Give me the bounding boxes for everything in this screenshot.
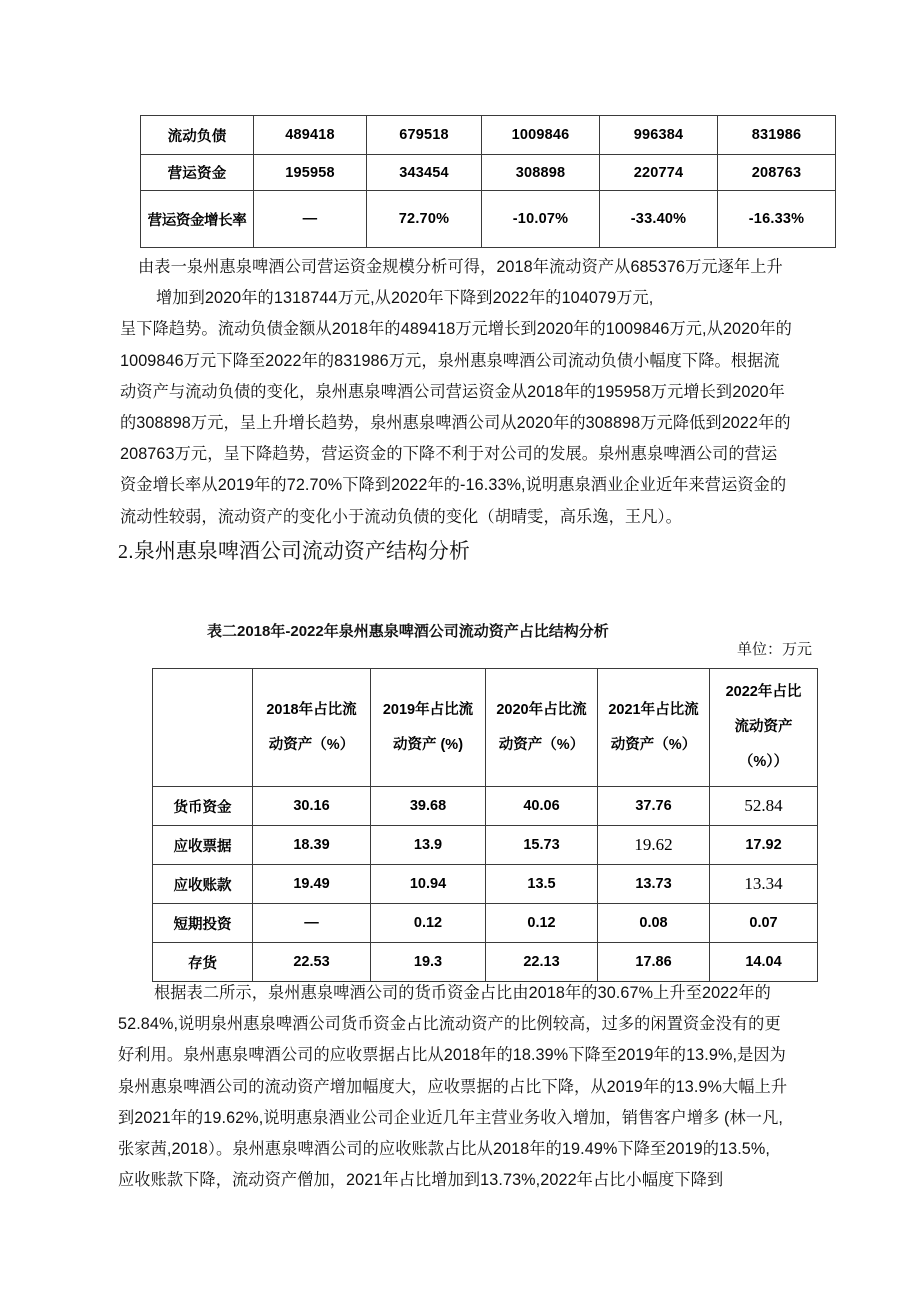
table2-row1-cell4: 17.92 <box>710 826 818 865</box>
table2-row3-cell3: 0.08 <box>598 904 710 943</box>
heading-number: 2 <box>118 541 128 563</box>
paragraph2-line-1: 52.84%,说明泉州惠泉啤酒公司货币资金占比流动资产的比例较高，过多的闲置资金没有的更 <box>118 1015 781 1034</box>
table2-header-col5-line1: 流动资产 <box>734 719 793 735</box>
table1-body <box>141 116 836 248</box>
table2-header-col1 <box>253 669 371 787</box>
paragraph1-line-2: 呈下降趋势。流动负债金额从2018年的489418万元增长到2020年的1009846万元,从2020年的 <box>120 320 792 339</box>
table1-row1-cell0: 195958 <box>254 155 367 191</box>
table-row <box>141 116 836 155</box>
table2-row3-cell1: 0.12 <box>371 904 486 943</box>
table2-row4-cell3: 17.86 <box>598 943 710 982</box>
table-row <box>153 826 818 865</box>
paragraph1-line-5: 的308898万元，呈上升增长趋势，泉州惠泉啤酒公司从2020年的308898万元降低到2022年的 <box>120 414 791 433</box>
table2-header-col2-line0: 2019年占比流 <box>382 701 474 718</box>
table2-row2-label: 应收账款 <box>153 865 253 904</box>
table-row <box>141 191 836 248</box>
table2-row2-cell1: 10.94 <box>371 865 486 904</box>
table1-row2-cell4: -16.33% <box>718 191 836 248</box>
table2-header-col3 <box>486 669 598 787</box>
table-row <box>153 943 818 982</box>
paragraph2-line-5: 张家茜,2018）。泉州惠泉啤酒公司的应收账款占比从2018年的19.49%下降至2019的13.5%, <box>118 1140 770 1159</box>
table-row <box>153 865 818 904</box>
table-row <box>153 904 818 943</box>
table1-row1-cell4: 208763 <box>718 155 836 191</box>
paragraph2-line-3: 泉州惠泉啤酒公司的流动资产增加幅度大，应收票据的占比下降，从2019年的13.9%大幅上升 <box>118 1077 788 1096</box>
table2-header-col2 <box>371 669 486 787</box>
paragraph1-line-3: 1009846万元下降至2022年的831986万元，泉州惠泉啤酒公司流动负债小幅度下降。根据流 <box>120 351 780 370</box>
paragraph1-line-0: 由表一泉州惠泉啤酒公司营运资金规模分析可得，2018年流动资产从685376万元逐年上升 <box>138 258 783 276</box>
table2-row4-cell4: 14.04 <box>710 943 818 982</box>
table2-body <box>153 669 818 982</box>
table2-row3-cell4: 0.07 <box>710 904 818 943</box>
table2-row2-cell4: 13.34 <box>710 865 818 904</box>
table1-row0-cell4: 831986 <box>718 116 836 155</box>
table2-header-col1-line1: 动资产（%） <box>268 736 355 753</box>
table2-header-col0 <box>153 669 253 787</box>
table1-row1-cell2: 308898 <box>482 155 600 191</box>
table2-header-col4-line0: 2021年占比流 <box>608 701 699 718</box>
table2-header-col4 <box>598 669 710 787</box>
table2 <box>152 668 818 982</box>
table2-row0-cell0: 30.16 <box>253 787 371 826</box>
paragraph1-line-1: 增加到2020年的1318744万元,从2020年下降到2022年的104079万元, <box>156 289 654 308</box>
table1-row0-cell2: 1009846 <box>482 116 600 155</box>
table2-row4-cell0: 22.53 <box>253 943 371 982</box>
table2-row3-label: 短期投资 <box>153 904 253 943</box>
table2-row0-cell4: 52.84 <box>710 787 818 826</box>
table2-row0-label: 货币资金 <box>153 787 253 826</box>
table1-row1-cell3: 220774 <box>600 155 718 191</box>
table2-header-col5-line0: 2022年占比 <box>725 684 802 700</box>
table-row <box>141 155 836 191</box>
page-title <box>118 535 470 565</box>
paragraph2-line-0: 根据表二所示，泉州惠泉啤酒公司的货币资金占比由2018年的30.67%上升至2022年的 <box>154 984 771 1002</box>
table2-row0-cell2: 40.06 <box>486 787 598 826</box>
table2-header-col1-line0: 2018年占比流 <box>266 701 357 718</box>
paragraph2-line-2: 好利用。泉州惠泉啤酒公司的应收票据占比从2018年的18.39%下降至2019年的13.9%,是因为 <box>118 1046 786 1065</box>
table2-row2-cell3: 13.73 <box>598 865 710 904</box>
table2-row1-cell0: 18.39 <box>253 826 371 865</box>
paragraph1-line-4: 动资产与流动负债的变化，泉州惠泉啤酒公司营运资金从2018年的195958万元增长到2020年 <box>120 382 785 401</box>
paragraph1-line-7: 资金增长率从2019年的72.70%下降到2022年的-16.33%,说明惠泉酒业企业近年来营运资金的 <box>120 476 787 495</box>
table2-row3-cell2: 0.12 <box>486 904 598 943</box>
table1-row1-label: 营运资金 <box>141 155 254 191</box>
table2-row4-label: 存货 <box>153 943 253 982</box>
table2-header-col4-line1: 动资产（%） <box>610 736 697 753</box>
table2-row4-cell2: 22.13 <box>486 943 598 982</box>
table1-row2-cell3: -33.40% <box>600 191 718 248</box>
table2-row2-cell2: 13.5 <box>486 865 598 904</box>
table1-row2-label: 营运资金增长率 <box>141 191 254 248</box>
table2-row1-label: 应收票据 <box>153 826 253 865</box>
table2-row4-cell1: 19.3 <box>371 943 486 982</box>
paragraph-working-capital-analysis <box>120 252 820 533</box>
heading-text: .泉州惠泉啤酒公司流动资产结构分析 <box>128 540 470 563</box>
table2-row0-cell3: 37.76 <box>598 787 710 826</box>
table1 <box>140 115 836 248</box>
table2-header-col5-line2: （%）） <box>738 754 789 770</box>
table-row <box>153 787 818 826</box>
paragraph1-line-8: 流动性较弱，流动资产的变化小于流动负债的变化（胡晴雯，高乐逸，王凡）。 <box>120 507 682 526</box>
table-current-liabilities-working-capital <box>140 115 805 248</box>
table2-header-row <box>153 669 818 787</box>
table2-header-col5 <box>710 669 818 787</box>
table2-row1-cell3: 19.62 <box>598 826 710 865</box>
table2-caption: 表二2018年-2022年泉州惠泉啤酒公司流动资产占比结构分析 <box>207 623 609 640</box>
paragraph-asset-structure-analysis <box>118 978 824 1196</box>
table2-header-col3-line0: 2020年占比流 <box>496 701 587 718</box>
paragraph2-line-6: 应收账款下降，流动资产僧加，2021年占比增加到13.73%,2022年占比小幅度下降到 <box>118 1171 724 1190</box>
table2-header-col2-line1: 动资产 (%) <box>392 736 464 753</box>
table1-row0-cell3: 996384 <box>600 116 718 155</box>
table1-row2-cell0: — <box>254 191 367 248</box>
table1-row0-cell1: 679518 <box>367 116 482 155</box>
table1-row0-cell0: 489418 <box>254 116 367 155</box>
table2-row3-cell0: — <box>253 904 371 943</box>
table1-row0-label: 流动负债 <box>141 116 254 155</box>
paragraph1-line-6: 208763万元，呈下降趋势，营运资金的下降不利于对公司的发展。泉州惠泉啤酒公司的营运 <box>120 445 778 464</box>
table2-unit-label: 单位：万元 <box>737 641 813 658</box>
table1-row1-cell1: 343454 <box>367 155 482 191</box>
table-current-asset-structure <box>152 668 802 982</box>
table2-row1-cell2: 15.73 <box>486 826 598 865</box>
table2-row1-cell1: 13.9 <box>371 826 486 865</box>
table1-row2-cell2: -10.07% <box>482 191 600 248</box>
table2-row2-cell0: 19.49 <box>253 865 371 904</box>
table1-row2-cell1: 72.70% <box>367 191 482 248</box>
paragraph2-line-4: 到2021年的19.62%,说明惠泉酒业公司企业近几年主营业务收入增加，销售客户增多 (林一凡, <box>118 1108 783 1127</box>
table2-header-col3-line1: 动资产（%） <box>498 736 585 753</box>
table2-row0-cell1: 39.68 <box>371 787 486 826</box>
